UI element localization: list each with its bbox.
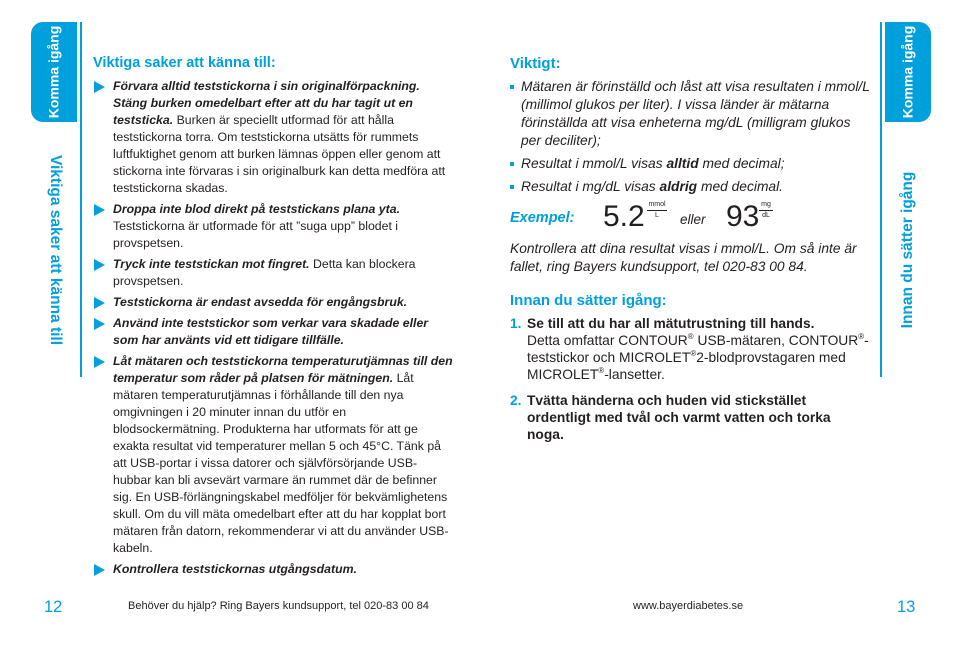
triangle-arrow-icon bbox=[94, 259, 105, 271]
bullet-text: med decimal. bbox=[697, 179, 784, 194]
fraction-line bbox=[647, 210, 667, 211]
bullet-item bbox=[510, 155, 870, 173]
list-item bbox=[93, 315, 455, 349]
item-text: Detta kan blockera provspetsen. bbox=[113, 257, 416, 288]
right-page-content bbox=[510, 55, 870, 443]
fraction-line bbox=[759, 210, 773, 211]
step-number: 2. bbox=[510, 393, 522, 408]
right-heading: Viktigt: bbox=[510, 55, 561, 72]
item-bold: Använd inte teststickor som verkar vara skadade eller som har använts vid ett tidigare tillfälle. bbox=[113, 316, 429, 347]
bullet-text: Resultat i mmol/L visas bbox=[521, 156, 667, 171]
item-text: Teststickorna är utformade för att ”suga upp” blodet i provspetsen. bbox=[113, 219, 399, 250]
registered-mark: ® bbox=[598, 366, 605, 375]
side-title-text: Viktiga saker att känna till bbox=[47, 154, 64, 346]
registered-mark: ® bbox=[858, 332, 865, 341]
step-text: Detta omfattar CONTOUR bbox=[527, 333, 688, 348]
bullet-item: Mätaren är förinställd och låst att visa resultaten i mmol/L (millimol glukos per liter). I vissa länder är mätarna förinställda att visa enheterna mg/dL (milligram glukos per deciliter); bbox=[510, 78, 870, 150]
item-bold: Tryck inte teststickan mot fingret. bbox=[113, 257, 310, 271]
list-item bbox=[93, 294, 455, 311]
triangle-arrow-icon bbox=[94, 81, 105, 93]
example-value-mmol: 5.2 bbox=[603, 200, 645, 233]
step-text: USB-mätaren, CONTOUR bbox=[693, 333, 859, 348]
item-text: Låt mätaren temperaturutjämnas i förhållande till den nya omgivningen i 20 minuter innan du utför en blodsockermätning. Produkterna har utformats för att ge exakta resultat vid temperaturer mellan 5 och 45°C. Tänk på att USB-portar i vissa datorer och självförsörjande USB-hubbar kan bli avsevärt varmare än rummet där de befinner sig. En USB-förlängningskabel medföljer för bekvämlighetens skull. Om du vill mäta omedelbart efter att du har kopplat bort mätaren från datorn, rekommenderar vi att du använder USB-kabeln. bbox=[113, 371, 449, 555]
page-number-right: 13 bbox=[897, 598, 916, 616]
step-number: 1. bbox=[510, 316, 522, 331]
list-item bbox=[93, 561, 455, 578]
registered-mark: ® bbox=[690, 349, 697, 358]
side-title-left bbox=[40, 150, 70, 350]
step-item bbox=[510, 315, 870, 383]
left-page-content bbox=[93, 55, 455, 578]
bullet-item bbox=[510, 178, 870, 196]
unit-mmol-l bbox=[647, 201, 667, 220]
footer-website-link[interactable]: www.bayerdiabetes.se bbox=[633, 600, 744, 612]
unit-bottom: dL bbox=[762, 212, 770, 219]
tab-label: Komma igång bbox=[899, 25, 916, 119]
unit-top: mg bbox=[761, 201, 771, 208]
tab-komma-igang-left bbox=[31, 22, 77, 122]
unit-top: mmol bbox=[648, 201, 666, 208]
triangle-arrow-icon bbox=[94, 318, 105, 330]
example-or: eller bbox=[680, 212, 706, 227]
divider-left bbox=[80, 22, 82, 377]
step-text: 2-blodprovstagaren med MICROLET bbox=[527, 350, 846, 382]
bullet-text: Resultat i mg/dL visas bbox=[521, 179, 660, 194]
side-title-right bbox=[893, 150, 923, 350]
divider-right bbox=[880, 22, 882, 377]
item-text: Burken är speciellt utformad för att hålla teststickorna torra. Om teststickorna utsätts för rummets luftfuktighet genom att burken lämnas öppen eller genom att stickorna inte förvaras i sin originalburk kan detta medföra att teststickorna skadas. bbox=[113, 113, 446, 195]
triangle-arrow-icon bbox=[94, 564, 105, 576]
left-heading: Viktiga saker att känna till: bbox=[93, 55, 276, 71]
tab-label: Komma igång bbox=[45, 25, 62, 119]
item-bold: Droppa inte blod direkt på teststickans plana yta. bbox=[113, 202, 400, 216]
side-title-text: Innan du sätter igång bbox=[899, 171, 916, 329]
triangle-arrow-icon bbox=[94, 297, 105, 309]
step-item bbox=[510, 392, 870, 443]
item-bold: Kontrollera teststickornas utgångsdatum. bbox=[113, 562, 357, 576]
step-text: -teststickor och MICROLET bbox=[527, 333, 869, 365]
example-row bbox=[510, 200, 870, 236]
item-bold: Förvara alltid teststickorna i sin originalförpackning. Stäng burken omedelbart efter att du har tagit ut en teststicka. bbox=[113, 79, 420, 127]
list-item bbox=[93, 256, 455, 290]
footer-help-text: Behöver du hjälp? Ring Bayers kundsupport, tel 020-83 00 84 bbox=[128, 600, 429, 612]
check-paragraph: Kontrollera att dina resultat visas i mmol/L. Om så inte är fallet, ring Bayers kundsupport, tel 020-83 00 84. bbox=[510, 241, 857, 274]
bullet-text: med decimal; bbox=[698, 156, 785, 171]
unit-mg-dl bbox=[759, 201, 773, 220]
step-text: -lansetter. bbox=[604, 367, 665, 382]
item-bold: Teststickorna är endast avsedda för engångsbruk. bbox=[113, 295, 408, 309]
registered-mark: ® bbox=[687, 332, 694, 341]
example-value-mgdl: 93 bbox=[726, 200, 760, 233]
bullet-bold: aldrig bbox=[659, 179, 698, 194]
tab-komma-igang-right bbox=[885, 22, 931, 122]
step-bold: Tvätta händerna och huden vid stickstället ordentligt med tvål och varmt vatten och torka noga. bbox=[527, 393, 831, 442]
list-item bbox=[93, 78, 455, 197]
unit-bottom: L bbox=[655, 212, 659, 219]
item-bold: Låt mätaren och teststickorna temperaturutjämnas till den temperatur som råder på platsen för mätningen. bbox=[113, 354, 453, 385]
triangle-arrow-icon bbox=[94, 356, 105, 368]
right-heading-2: Innan du sätter igång: bbox=[510, 292, 667, 309]
bullet-bold: alltid bbox=[666, 156, 699, 171]
list-item bbox=[93, 353, 455, 557]
list-item bbox=[93, 201, 455, 252]
step-bold: Se till att du har all mätutrustning till hands. bbox=[527, 316, 815, 331]
page-number-left: 12 bbox=[44, 598, 63, 616]
triangle-arrow-icon bbox=[94, 204, 105, 216]
example-label: Exempel: bbox=[510, 210, 575, 226]
